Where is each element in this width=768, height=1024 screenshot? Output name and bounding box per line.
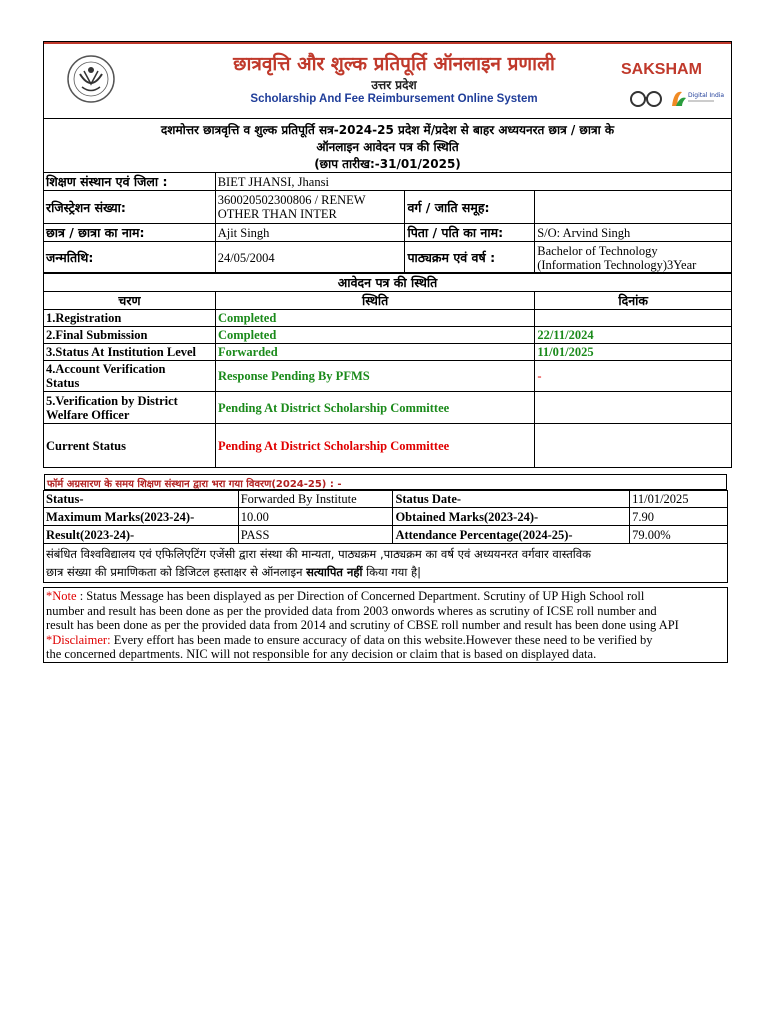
result-value: PASS: [238, 526, 393, 544]
col-date-header: दिनांक: [535, 292, 732, 310]
institution-status-row: [44, 491, 728, 508]
institution-value: BIET JHANSI, Jhansi: [215, 173, 731, 191]
disclaimer-line-1: [46, 633, 725, 648]
swachh-glasses-icon: [629, 87, 663, 109]
course-label: पाठ्यक्रम एवं वर्ष :: [405, 242, 535, 274]
status-date-value: 11/01/2025: [630, 491, 728, 508]
current-status-date: [535, 424, 732, 468]
application-status-table: [43, 272, 732, 468]
col-stage-header: चरण: [44, 292, 216, 310]
status-cell: Forwarded: [215, 344, 534, 361]
status-cell: Completed: [215, 310, 534, 327]
header-state-hindi: उत्तर प्रदेश: [371, 78, 417, 92]
registration-number: 360020502300806 / RENEW: [217, 193, 366, 207]
max-marks-value: 10.00: [238, 508, 393, 526]
dob-label: जन्मतिथि:: [44, 242, 216, 274]
date-cell: 11/01/2025: [535, 344, 732, 361]
status-cell: Response Pending By PFMS: [215, 361, 534, 392]
date-cell: [535, 310, 732, 327]
stage-line-1: 5.Verification by District: [46, 393, 178, 408]
status-cell: Pending At District Scholarship Committee: [215, 392, 534, 424]
verification-note: [44, 544, 728, 583]
application-status-subheader: [43, 118, 732, 172]
current-status-row: [44, 424, 732, 468]
marks-row: [44, 508, 728, 526]
stage-cell: [44, 361, 216, 392]
registration-row: [44, 191, 732, 224]
category-label: वर्ग / जाति समूह:: [405, 191, 535, 224]
digital-india-logo: [668, 86, 725, 110]
notes-box: [43, 587, 728, 663]
stage-cell: 3.Status At Institution Level: [44, 344, 216, 361]
disclaimer-text: Every effort has been made to ensure accuracy of data on this website.However these need to be verified by: [110, 632, 653, 647]
student-name-row: [44, 224, 732, 242]
current-status-value: Pending At District Scholarship Committee: [215, 424, 534, 468]
father-name-value: S/O: Arvind Singh: [535, 224, 732, 242]
header-title-hindi: छात्रवृत्ति और शुल्क प्रतिपूर्ति ऑनलाइन प्रणाली: [233, 53, 555, 75]
father-name-label: पिता / पति का नाम:: [405, 224, 535, 242]
date-cell: 22/11/2024: [535, 327, 732, 344]
header-title-english: Scholarship And Fee Reimbursement Online System: [250, 93, 538, 105]
date-cell: -: [535, 361, 732, 392]
col-status-header: स्थिति: [215, 292, 534, 310]
verification-line-2-text: छात्र संख्या की प्रमाणिकता को डिजिटल हस्ताक्षर से ऑनलाइन: [46, 565, 307, 579]
saksham-brand: SAKSHAM: [621, 61, 702, 78]
print-date: (छाप तारीख:-31/01/2025): [314, 157, 461, 171]
dob-value: 24/05/2004: [215, 242, 405, 274]
stage-line-1: 4.Account Verification: [46, 362, 166, 376]
subheader-line-1: दशमोत्तर छात्रवृत्ति व शुल्क प्रतिपूर्ति सत्र-2024-25 प्रदेश में/प्रदेश से बाहर अध्ययनरत छात्र / छात्रा के: [160, 123, 615, 137]
status-cell: Completed: [215, 327, 534, 344]
status-row-final-submission: [44, 327, 732, 344]
student-info-table: [43, 172, 732, 274]
status-column-headers: [44, 292, 732, 310]
stage-cell: 2.Final Submission: [44, 327, 216, 344]
verification-note-row: [44, 544, 728, 583]
obtained-marks-value: 7.90: [630, 508, 728, 526]
disclaimer-label: *Disclaimer:: [46, 632, 111, 647]
stage-cell: 1.Registration: [44, 310, 216, 327]
attendance-label: Attendance Percentage(2024-25)-: [393, 526, 630, 544]
course-branch-year: (Information Technology)3Year: [537, 257, 697, 272]
status-date-label: Status Date-: [393, 491, 630, 508]
stage-line-2: Welfare Officer: [46, 407, 130, 422]
course-value: [535, 242, 732, 274]
note-line-2: number and result has been done as per the provided data from 2003 onwords wheres as scrutiny of ICSE roll number and: [46, 603, 657, 618]
institution-row: [44, 173, 732, 191]
date-cell: [535, 392, 732, 424]
header-top-rule: [44, 42, 731, 44]
institution-details-table: [43, 490, 728, 583]
registration-label: रजिस्ट्रेशन संख्या:: [44, 191, 216, 224]
registration-value: [215, 191, 405, 224]
result-row: [44, 526, 728, 544]
registration-type: OTHER THAN INTER: [217, 207, 337, 221]
student-name-value: Ajit Singh: [215, 224, 405, 242]
status-heading-row: [44, 273, 732, 292]
note-label: *Note: [46, 589, 77, 603]
verification-line-1: संबंधित विश्वविद्यालय एवं एफिलिएटिंग एजेंसी द्वारा संस्था की मान्यता, पाठ्यक्रम ,पाठ्यक्रम का वर्ष एवं अध्ययनरत वर्गवार वास्तविक: [46, 547, 591, 561]
subheader-line-2: ऑनलाइन आवेदन पत्र की स्थिति: [316, 140, 459, 154]
status-row-institution-level: [44, 344, 732, 361]
attendance-value: 79.00%: [630, 526, 728, 544]
status-row-registration: [44, 310, 732, 327]
verification-line-2-end: किया गया है|: [362, 565, 421, 579]
stage-cell: [44, 392, 216, 424]
category-value: [535, 191, 732, 224]
svg-text:Digital India: Digital India: [688, 92, 725, 99]
status-label: Status-: [44, 491, 239, 508]
student-name-label: छात्र / छात्रा का नाम:: [44, 224, 216, 242]
status-value: Forwarded By Institute: [238, 491, 393, 508]
disclaimer-line-2: the concerned departments. NIC will not responsible for any decision or claim that is based on displayed data.: [46, 647, 597, 661]
note-line-1: [46, 589, 725, 604]
institution-section-heading: फॉर्म अग्रसारण के समय शिक्षण संस्थान द्वारा भरा गया विवरण(2024-25) : -: [44, 474, 727, 490]
max-marks-label: Maximum Marks(2023-24)-: [44, 508, 239, 526]
status-row-district-verification: [44, 392, 732, 424]
current-status-label: Current Status: [44, 424, 216, 468]
status-heading: आवेदन पत्र की स्थिति: [44, 273, 732, 292]
dob-course-row: [44, 242, 732, 274]
stage-line-2: Status: [46, 376, 80, 390]
result-label: Result(2023-24)-: [44, 526, 239, 544]
header-banner: [43, 41, 732, 118]
up-emblem-logo: [66, 54, 116, 104]
status-row-account-verification: [44, 361, 732, 392]
obtained-marks-label: Obtained Marks(2023-24)-: [393, 508, 630, 526]
not-verified-emphasis: सत्यापित नहीं: [306, 565, 363, 579]
course-name: Bachelor of Technology: [537, 243, 658, 258]
note-line-3: result has been done as per the provided data from 2014 and scrutiny of CBSE roll number and result has been done using API: [46, 618, 679, 632]
verification-line-2: [46, 563, 725, 581]
note-text: : Status Message has been displayed as per Direction of Concerned Department. Scrutiny of UP High School roll: [76, 589, 645, 603]
institution-label: शिक्षण संस्थान एवं जिला :: [44, 173, 216, 191]
